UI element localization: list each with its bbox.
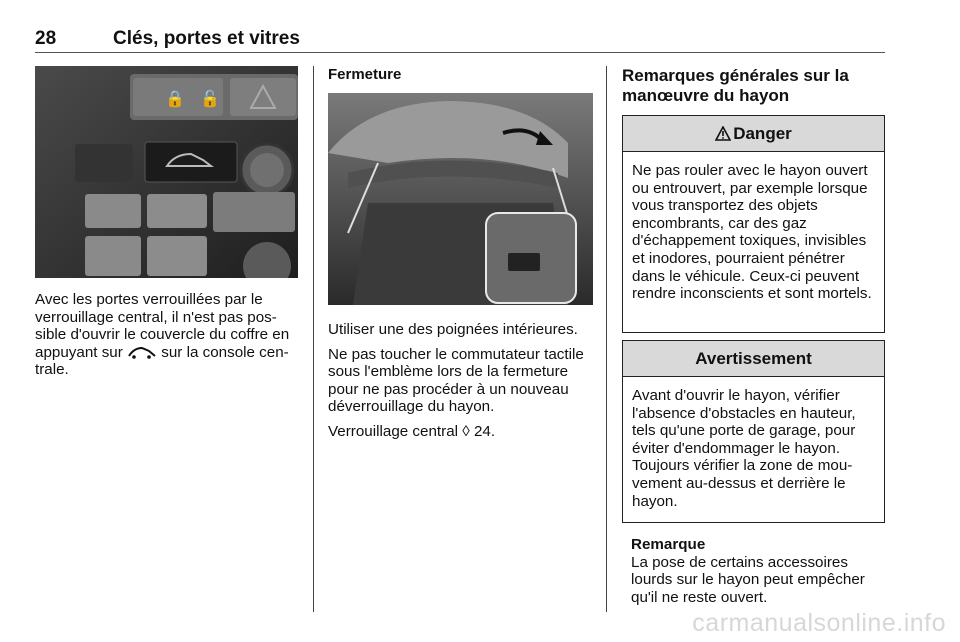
danger-title: Danger [733, 123, 792, 143]
svg-text:🔓: 🔓 [200, 89, 220, 108]
page-header [35, 28, 885, 53]
inner-handle-text: Utiliser une des poignées intérieures. [328, 321, 578, 338]
middle-column [328, 66, 593, 441]
touch-switch-text: Ne pas toucher le commutateur tactile sous l'emblème lors de la fermeture pour ne pas procéder à un nouveau déverrouillage du hayon. [328, 345, 584, 416]
page-reference-arrow-icon: ◊ [462, 422, 470, 440]
note-title: Remarque [631, 536, 706, 553]
right-column [622, 66, 886, 106]
left-column [35, 66, 298, 379]
console-buttons-photo [35, 66, 298, 278]
trunk-release-button-icon [35, 66, 298, 278]
warning-text: Avant d'ouvrir le hayon, vérifier l'absence d'obstacles en hauteur, tels qu'une porte de garage, pour éviter d'endommager le hayon. Toujours vérifier la zone de mouvement au-dessus et derrière le hayon. [632, 387, 856, 510]
page-number: 28 [35, 28, 57, 49]
note-text: La pose de certains accessoires lourds sur le hayon peut empêcher qu'il ne reste ouvert. [631, 553, 865, 606]
danger-text: Ne pas rouler avec le hayon ouvert ou entrouvert, par exemple lorsque vous transportez des objets encombrants, car des gaz d'échappement toxiques, invisibles et inodores, pourraient pénétrer dans le véhicule. Ceux-ci peuvent rendre inconscients et sont mortels. [632, 162, 872, 303]
closing-heading: Fermeture [328, 66, 402, 83]
chapter-title: Clés, portes et vitres [113, 28, 300, 49]
tailgate-handle-illustration [328, 93, 593, 305]
trunk-lock-paragraph [35, 291, 298, 379]
note-block [631, 536, 887, 606]
warning-box [622, 340, 885, 523]
reference-label: Verrouillage central [328, 422, 463, 440]
tailgate-photo [328, 93, 593, 305]
svg-text:🔒: 🔒 [165, 89, 185, 108]
section-title: Remarques générales sur la manœuvre du hayon [622, 66, 849, 105]
trunk-open-icon [127, 345, 157, 359]
warning-triangle-icon [715, 126, 731, 141]
warning-header [623, 341, 884, 377]
column-divider-1 [313, 66, 314, 612]
central-locking-reference [328, 423, 593, 441]
warning-title: Avertissement [695, 348, 812, 368]
paragraph-text-before: Avec les portes verrouillées par le verrouillage central, il n'est pas possible d'ouvrir le couvercle du coffre en appuyant sur [35, 291, 290, 361]
reference-page: 24. [469, 422, 496, 440]
danger-box [622, 115, 885, 333]
danger-header [623, 116, 884, 152]
column-divider-2 [606, 66, 607, 612]
watermark: carmanualsonline.info [692, 609, 946, 637]
paragraph-text-after: sur la console centrale. [35, 343, 289, 379]
